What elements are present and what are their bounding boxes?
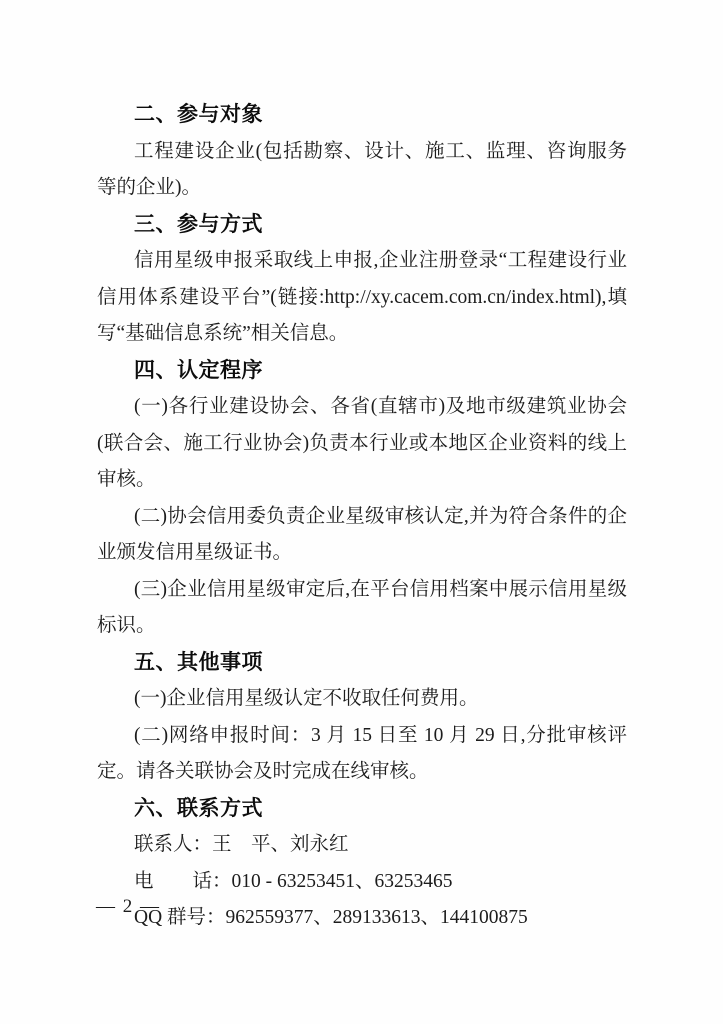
section-heading-participation-target: 二、参与对象 xyxy=(134,103,263,126)
paragraph: 信用星级申报采取线上申报,企业注册登录“工程建设行业信用体系建设平台”(链接:http://xy.cacem.com.cn/index.html),填写“基础信息系统”相关信息。 xyxy=(97,250,627,344)
page-number: — 2 — xyxy=(96,896,161,917)
section-heading-contact-info: 六、联系方式 xyxy=(134,796,263,820)
paragraph: (二)网络申报时间：3 月 15 日至 10 月 29 日,分批审核评定。请各关联协会及时完成在线审核。 xyxy=(97,724,627,782)
paragraph: (三)企业信用星级审定后,在平台信用档案中展示信用星级标识。 xyxy=(97,578,627,636)
document-body xyxy=(97,97,627,937)
section-heading-certification-procedure: 四、认定程序 xyxy=(134,358,263,382)
contact-phone-line: 电 话：010 - 63253451、63253465 xyxy=(134,870,453,892)
contact-qq-line: QQ 群号：962559377、289133613、144100875 xyxy=(134,907,528,928)
paragraph: (一)各行业建设协会、各省(直辖市)及地市级建筑业协会(联合会、施工行业协会)负责本行业或本地区企业资料的线上审核。 xyxy=(97,396,627,490)
section-heading-other-matters: 五、其他事项 xyxy=(134,650,263,674)
paragraph: 工程建设企业(包括勘察、设计、施工、监理、咨询服务等的企业)。 xyxy=(97,140,627,198)
paragraph: (二)协会信用委负责企业星级审核认定,并为符合条件的企业颁发信用星级证书。 xyxy=(97,505,627,563)
contact-person-line: 联系人：王 平、刘永红 xyxy=(134,834,349,855)
section-heading-participation-method: 三、参与方式 xyxy=(134,212,263,236)
paragraph: (一)企业信用星级认定不收取任何费用。 xyxy=(134,688,479,709)
